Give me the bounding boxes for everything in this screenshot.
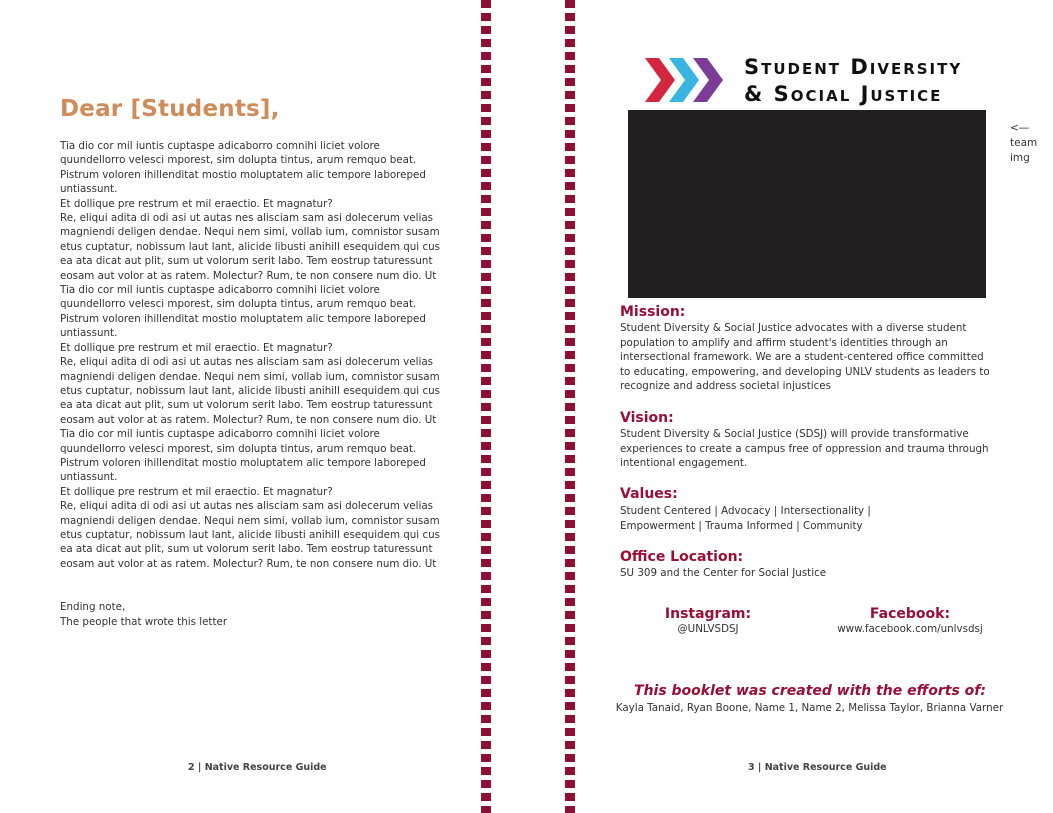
sdsj-logo <box>645 52 1005 108</box>
team-image-note: <— team img <box>1010 122 1038 164</box>
instagram-title: Instagram: <box>664 606 752 622</box>
letter-paragraph: Tia dio cor mil iuntis cuptaspe adicaborro comnihi liciet volore quundellorro velesci mporest, sim dolupta tintus, arum remquo beat. Pistrum voloren ihillenditat mostio moluptatem alic tempore laboreped untiassunt. <box>60 284 426 340</box>
signature: The people that wrote this letter <box>60 616 228 628</box>
page-footer-left: 2 | Native Resource Guide <box>188 762 327 773</box>
values-line-1: Student Centered | Advocacy | Intersectionality | <box>620 505 871 517</box>
values-title: Values: <box>620 486 678 502</box>
facebook-url[interactable]: www.facebook.com/unlvsdsj <box>837 623 983 635</box>
mission-title: Mission: <box>620 304 686 320</box>
page-footer-right: 3 | Native Resource Guide <box>748 762 887 773</box>
letter-paragraph: Et dollique pre restrum et mil eraectio. Et magnatur? <box>60 197 333 210</box>
mission-body: Student Diversity & Social Justice advocates with a diverse student population to amplify and affirm student's identities through an intersectional framework. We are a student-centered office committed to educating, empowering, and developing UNLV students as leaders to recognize and address societal injustices <box>620 322 990 392</box>
office-body: SU 309 and the Center for Social Justice <box>620 567 827 579</box>
letter-paragraph: Tia dio cor mil iuntis cuptaspe adicaborro comnihi liciet volore quundellorro velesci mporest, sim dolupta tintus, arum remquo beat. Pistrum voloren ihillenditat mostio moluptatem alic tempore laboreped untiassunt. <box>60 428 426 484</box>
letter-body <box>60 139 440 571</box>
logo-line-1: Student Diversity <box>744 55 963 79</box>
team-image-placeholder <box>628 110 986 298</box>
credits-title: This booklet was created with the efforts of: <box>634 683 986 699</box>
letter-paragraph: Et dollique pre restrum et mil eraectio. Et magnatur? <box>60 341 333 354</box>
instagram-handle[interactable]: @UNLVSDSJ <box>677 623 739 635</box>
letter-paragraph: Et dollique pre restrum et mil eraectio. Et magnatur? <box>60 485 333 498</box>
spine-stitch-left <box>481 0 491 813</box>
letter-closing <box>60 600 227 630</box>
credits-names: Kayla Tanaid, Ryan Boone, Name 1, Name 2, Melissa Taylor, Brianna Varner <box>615 702 1004 714</box>
logo-wordmark <box>744 54 962 108</box>
letter-paragraph: Tia dio cor mil iuntis cuptaspe adicaborro comnihi liciet volore quundellorro velesci mporest, sim dolupta tintus, arum remquo beat. Pistrum voloren ihillenditat mostio moluptatem alic tempore laboreped untiassunt. <box>60 140 426 196</box>
vision-body: Student Diversity & Social Justice (SDSJ) will provide transformative experiences to create a campus free of oppression and trauma through intentional engagement. <box>620 428 989 469</box>
vision-title: Vision: <box>620 410 674 426</box>
values-line-2: Empowerment | Trauma Informed | Community <box>620 519 863 532</box>
letter-paragraph: Re, eliqui adita di odi asi ut autas nes alisciam sam asi dolecerum velias magniendi deligen dendae. Nequi nem simi, vollab ium, comnistor susam etus cuptatur, nobissum laut lant, alicide libusti anihill esequidem qui cus ea ata dicat aut plit, sum ut volorum serit labo. Tem eostrup taturessunt eosam aut volor at as ratem. Molectur? Rum, te non consere num dio. Ut <box>60 212 440 282</box>
office-title: Office Location: <box>620 549 744 565</box>
facebook-title: Facebook: <box>869 606 951 622</box>
values-body <box>620 504 995 533</box>
letter-paragraph: Re, eliqui adita di odi asi ut autas nes alisciam sam asi dolecerum velias magniendi deligen dendae. Nequi nem simi, vollab ium, comnistor susam etus cuptatur, nobissum laut lant, alicide libusti anihill esequidem qui cus ea ata dicat aut plit, sum ut volorum serit labo. Tem eostrup taturessunt eosam aut volor at as ratem. Molectur? Rum, te non consere num dio. Ut <box>60 500 440 570</box>
chevron-logo-icon <box>645 54 733 106</box>
spine-stitch-right <box>565 0 575 813</box>
letter-paragraph: Re, eliqui adita di odi asi ut autas nes alisciam sam asi dolecerum velias magniendi deligen dendae. Nequi nem simi, vollab ium, comnistor susam etus cuptatur, nobissum laut lant, alicide libusti anihill esequidem qui cus ea ata dicat aut plit, sum ut volorum serit labo. Tem eostrup taturessunt eosam aut volor at as ratem. Molectur? Rum, te non consere num dio. Ut <box>60 356 440 426</box>
closing-line: Ending note, <box>60 601 126 613</box>
letter-greeting: Dear [Students], <box>60 96 280 122</box>
logo-line-2: & Social Justice <box>744 82 943 106</box>
